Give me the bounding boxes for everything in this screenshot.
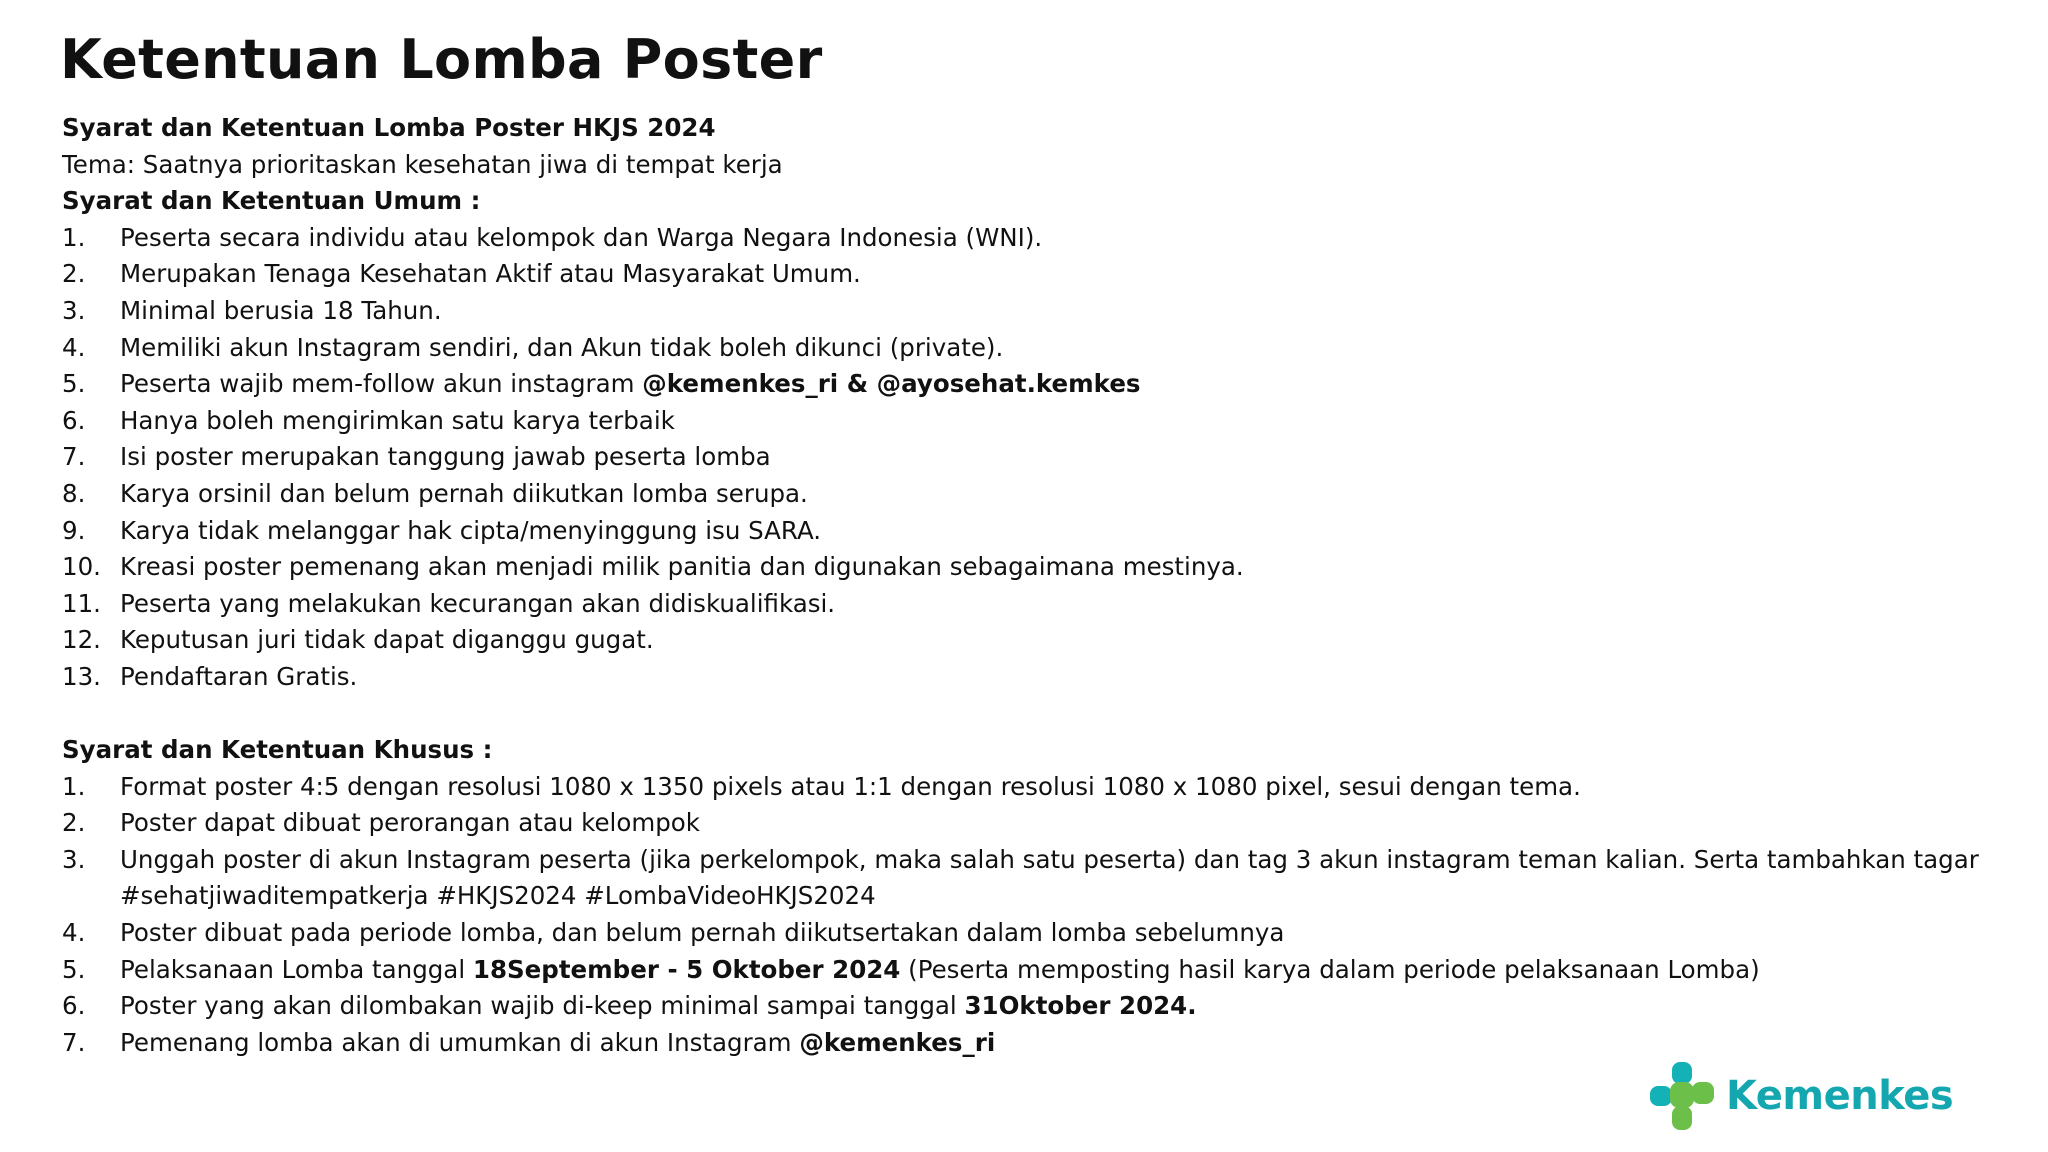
list-number: 11. bbox=[62, 588, 101, 618]
list-number: 10. bbox=[62, 552, 101, 582]
list-item-text bbox=[120, 220, 1982, 257]
list-number: 5. bbox=[62, 954, 86, 984]
text-segment: Keputusan juri tidak dapat diganggu gugat. bbox=[120, 625, 654, 655]
text-segment: Kreasi poster pemenang akan menjadi milik panitia dan digunakan sebagaimana mestinya. bbox=[120, 552, 1244, 582]
special-heading: Syarat dan Ketentuan Khusus : bbox=[62, 735, 493, 765]
list-item-text bbox=[120, 952, 1982, 989]
list-item-text bbox=[120, 403, 1982, 440]
text-segment: Pendaftaran Gratis. bbox=[120, 661, 358, 691]
list-item-text bbox=[120, 330, 1982, 367]
list-item-text bbox=[120, 439, 1982, 476]
general-item-13 bbox=[62, 659, 1982, 696]
list-number: 8. bbox=[62, 478, 86, 508]
general-item-10 bbox=[62, 549, 1982, 586]
bold-segment: 31Oktober 2024. bbox=[964, 991, 1197, 1021]
list-item-text bbox=[120, 769, 1982, 806]
special-item-3 bbox=[62, 842, 1982, 915]
general-item-2 bbox=[62, 256, 1982, 293]
list-number: 7. bbox=[62, 1027, 86, 1057]
general-item-11 bbox=[62, 586, 1982, 623]
list-number: 2. bbox=[62, 808, 86, 838]
list-item-text bbox=[120, 586, 1982, 623]
text-segment: Pemenang lomba akan di umumkan di akun Instagram bbox=[120, 1027, 800, 1057]
general-item-9 bbox=[62, 513, 1982, 550]
general-item-4 bbox=[62, 330, 1982, 367]
text-segment: Isi poster merupakan tanggung jawab peserta lomba bbox=[120, 442, 771, 472]
text-segment: Memiliki akun Instagram sendiri, dan Akun tidak boleh dikunci (private). bbox=[120, 332, 1004, 362]
list-item-text bbox=[120, 622, 1982, 659]
list-item-text bbox=[120, 915, 1982, 952]
page-title: Ketentuan Lomba Poster bbox=[60, 28, 823, 91]
text-segment: Pelaksanaan Lomba tanggal bbox=[120, 954, 473, 984]
list-number: 3. bbox=[62, 295, 86, 325]
text-segment: Peserta secara individu atau kelompok dan Warga Negara Indonesia (WNI). bbox=[120, 222, 1043, 252]
general-item-1 bbox=[62, 220, 1982, 257]
list-number: 4. bbox=[62, 918, 86, 948]
section-spacer bbox=[62, 696, 1982, 733]
list-number: 12. bbox=[62, 625, 101, 655]
text-segment: Peserta yang melakukan kecurangan akan didiskualifikasi. bbox=[120, 588, 836, 618]
general-heading: Syarat dan Ketentuan Umum : bbox=[62, 186, 481, 216]
list-number: 3. bbox=[62, 844, 86, 874]
list-item-text bbox=[120, 476, 1982, 513]
theme-line: Tema: Saatnya prioritaskan kesehatan jiwa di tempat kerja bbox=[62, 149, 783, 179]
list-item-text bbox=[120, 513, 1982, 550]
list-item-text bbox=[120, 256, 1982, 293]
general-item-5 bbox=[62, 366, 1982, 403]
text-segment: (Peserta memposting hasil karya dalam periode pelaksanaan Lomba) bbox=[900, 954, 1760, 984]
text-segment: Poster dibuat pada periode lomba, dan belum pernah diikutsertakan dalam lomba sebelumnya bbox=[120, 918, 1285, 948]
list-number: 7. bbox=[62, 442, 86, 472]
special-item-6 bbox=[62, 988, 1982, 1025]
general-item-3 bbox=[62, 293, 1982, 330]
special-requirements-list bbox=[62, 769, 1982, 1062]
list-item-text bbox=[120, 805, 1982, 842]
special-item-4 bbox=[62, 915, 1982, 952]
general-item-12 bbox=[62, 622, 1982, 659]
text-segment: Karya orsinil dan belum pernah diikutkan lomba serupa. bbox=[120, 478, 808, 508]
list-item-text bbox=[120, 366, 1982, 403]
list-number: 9. bbox=[62, 515, 86, 545]
list-item-text bbox=[120, 842, 1982, 915]
general-requirements-list bbox=[62, 220, 1982, 696]
general-item-7 bbox=[62, 439, 1982, 476]
text-segment: Hanya boleh mengirimkan satu karya terbaik bbox=[120, 405, 675, 435]
list-number: 4. bbox=[62, 332, 86, 362]
text-segment: Format poster 4:5 dengan resolusi 1080 x 1350 pixels atau 1:1 dengan resolusi 1080 x 1080 pixel, sesui dengan tema. bbox=[120, 771, 1581, 801]
list-number: 5. bbox=[62, 369, 86, 399]
kemenkes-logo bbox=[1648, 1056, 1954, 1136]
list-number: 6. bbox=[62, 991, 86, 1021]
list-number: 1. bbox=[62, 771, 86, 801]
list-item-text bbox=[120, 988, 1982, 1025]
list-number: 1. bbox=[62, 222, 86, 252]
bold-segment: @kemenkes_ri & @ayosehat.kemkes bbox=[642, 369, 1141, 399]
list-item-text bbox=[120, 293, 1982, 330]
general-item-8 bbox=[62, 476, 1982, 513]
text-segment: Poster yang akan dilombakan wajib di-keep minimal sampai tanggal bbox=[120, 991, 965, 1021]
text-segment: Peserta wajib mem-follow akun instagram bbox=[120, 369, 643, 399]
special-item-2 bbox=[62, 805, 1982, 842]
text-segment: Minimal berusia 18 Tahun. bbox=[120, 295, 442, 325]
special-item-5 bbox=[62, 952, 1982, 989]
text-segment: Merupakan Tenaga Kesehatan Aktif atau Masyarakat Umum. bbox=[120, 259, 861, 289]
text-segment: Poster dapat dibuat perorangan atau kelompok bbox=[120, 808, 700, 838]
bold-segment: @kemenkes_ri bbox=[799, 1027, 996, 1057]
list-item-text bbox=[120, 549, 1982, 586]
special-item-1 bbox=[62, 769, 1982, 806]
general-item-6 bbox=[62, 403, 1982, 440]
content-body bbox=[62, 110, 1982, 1061]
bold-segment: 18September - 5 Oktober 2024 bbox=[472, 954, 901, 984]
kemenkes-logo-text: Kemenkes bbox=[1726, 1073, 1954, 1119]
text-segment: Unggah poster di akun Instagram peserta (jika perkelompok, maka salah satu peserta) dan tag 3 akun instagram teman kalian. Serta tambahkan tagar #sehatjiwaditempatkerja #HKJS2024 #LombaVideoHKJS2024 bbox=[120, 844, 1979, 911]
kemenkes-logo-icon bbox=[1648, 1060, 1716, 1132]
list-number: 13. bbox=[62, 661, 101, 691]
list-number: 6. bbox=[62, 405, 86, 435]
list-item-text bbox=[120, 659, 1982, 696]
list-number: 2. bbox=[62, 259, 86, 289]
text-segment: Karya tidak melanggar hak cipta/menyinggung isu SARA. bbox=[120, 515, 822, 545]
heading-hkjs: Syarat dan Ketentuan Lomba Poster HKJS 2024 bbox=[62, 113, 716, 142]
